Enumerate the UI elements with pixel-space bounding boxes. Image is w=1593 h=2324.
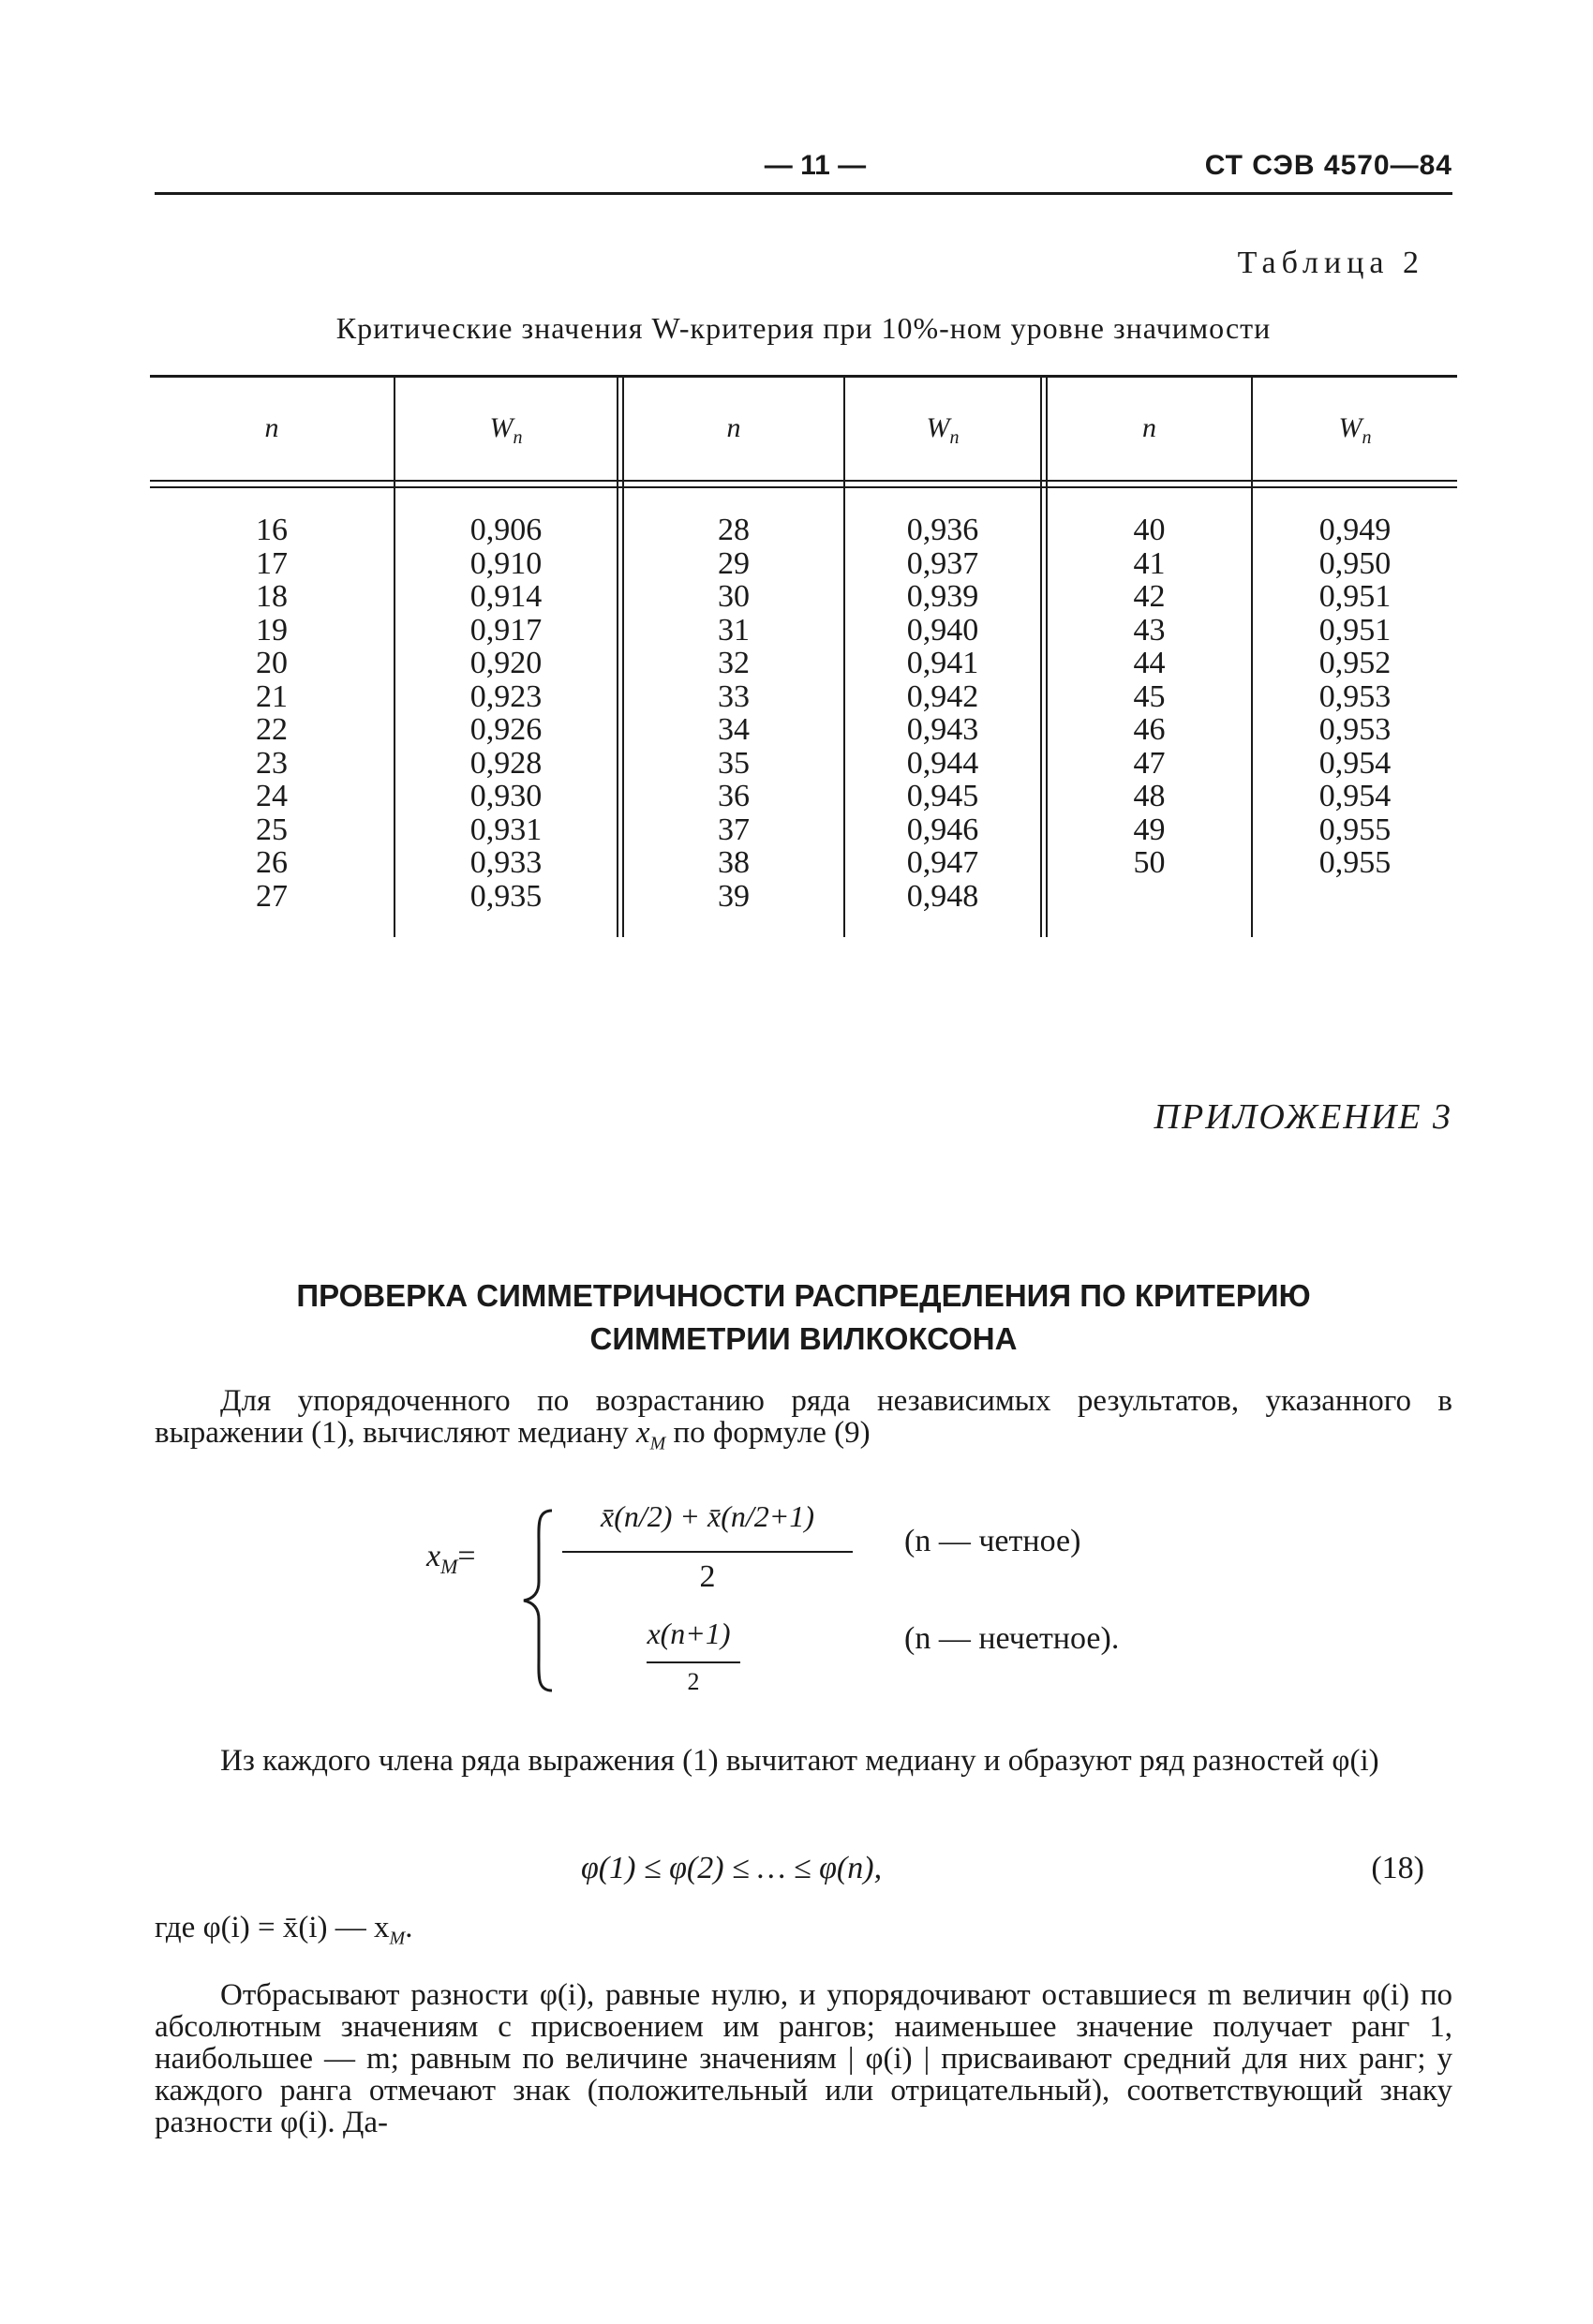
case1-denominator: 2 [699,1559,716,1594]
table-cell: 38 [718,845,750,880]
variable-sub: M [649,1433,666,1454]
table-cell: 23 [256,745,288,781]
case1-condition: (n — четное) [904,1524,1081,1558]
where-clause [155,1912,1452,1955]
table-cell: 0,951 [1318,579,1392,614]
header-wn: $W_n$ [1338,412,1372,448]
table-cell: 18 [256,579,288,614]
column-n-1 [150,514,394,913]
table-cell: 0,951 [1318,612,1392,648]
table-cell: 0,954 [1318,745,1392,781]
table-cell: 49 [1133,812,1166,847]
table-cell: 17 [256,545,288,581]
case2-denominator: 2 [687,1668,700,1695]
equation-number: (18) [1371,1851,1424,1885]
table-cell: 0,906 [469,513,543,547]
table-cell: 50 [1133,845,1166,880]
appendix-label: ПРИЛОЖЕНИЕ 3 [1154,1097,1452,1137]
paragraph-text: . [405,1911,413,1944]
table-cell: 43 [1133,612,1166,648]
table-cell: 36 [718,779,750,813]
table-cell: 0,920 [469,646,543,680]
table-cell: 0,928 [469,745,543,781]
table-cell: 0,931 [469,812,543,847]
standard-code: СТ СЭВ 4570—84 [1204,150,1452,181]
fraction-bar [647,1661,740,1663]
heading-line: ПРОВЕРКА СИММЕТРИЧНОСТИ РАСПРЕДЕЛЕНИЯ ПО КРИТЕРИЮ [296,1278,1311,1313]
header-n: n [1142,412,1156,443]
header-n: n [726,412,741,443]
table-cell: 24 [256,779,288,813]
header-wn: $W_n$ [926,412,960,448]
paragraph-differences [155,1745,1452,1777]
table-cell: 48 [1133,779,1166,813]
table-cell: 32 [718,646,750,680]
paragraph-ranking [155,1979,1452,2138]
paragraph-median [155,1385,1452,1460]
table-cell: 40 [1133,513,1166,547]
paragraph-text: Отбрасывают разности φ(i), равные нулю, и упорядочивают оставшиеся m величин φ(i) по абсолютным значениям с присвоением им рангов; наименьшее значение получает ранг 1, наибольшее — m; равным по величине значениям | φ(i) | присваивают средний для них ранг; у каждого ранга отмечают знак (положительный или отрицательный), соответствующий знаку разности φ(i). Да- [155,1978,1452,2139]
case2-numerator: x(n+1) [647,1616,731,1650]
table-cell: 0,953 [1318,712,1392,747]
table-cell: 22 [256,712,288,747]
case1-numerator: x̄(n/2) + x̄(n/2+1) [601,1499,814,1533]
table-cell: 28 [718,513,750,547]
table-cell: 19 [256,612,288,648]
paragraph-text: Для упорядоченного по возрастанию ряда независимых результатов, указанного в выражении (1), вычисляют медиану [155,1384,1452,1450]
table-header-rule-2 [150,486,1457,488]
header-rule [155,192,1452,195]
table-cell: 0,930 [469,779,543,813]
table-cell: 45 [1133,678,1166,714]
table-cell: 39 [718,878,750,914]
variable: x [635,1416,650,1450]
page-number: — 11 — [764,150,867,181]
formula-18: φ(1) ≤ φ(2) ≤ … ≤ φ(n), [581,1851,883,1885]
table-cell: 0,937 [906,545,979,581]
paragraph-text: по формуле (9) [665,1416,871,1450]
fraction-bar [562,1551,853,1553]
table-cell: 35 [718,745,750,781]
table-cell: 29 [718,545,750,581]
table-cell: 0,955 [1318,845,1392,880]
table-cell: 42 [1133,579,1166,614]
heading-line: СИММЕТРИИ ВИЛКОКСОНА [589,1321,1018,1356]
table-cell: 0,953 [1318,678,1392,714]
table-cell: 0,952 [1318,646,1392,680]
variable-sub: M [389,1928,406,1949]
table-divider [617,375,618,937]
paragraph-text: Из каждого члена ряда выражения (1) вычитают медиану и образуют ряд разностей φ(i) [220,1744,1379,1778]
table-cell: 0,944 [906,745,979,781]
table-cell: 31 [718,612,750,648]
table-cell: 30 [718,579,750,614]
table-cell: 25 [256,812,288,847]
table-cell: 34 [718,712,750,747]
column-n-3 [1048,514,1251,880]
table-cell: 0,946 [906,812,979,847]
table-cell: 0,935 [469,878,543,914]
table-cell: 41 [1133,545,1166,581]
table-cell: 0,917 [469,612,543,648]
table-cell: 0,949 [1318,513,1392,547]
table-cell: 0,955 [1318,812,1392,847]
column-w-3 [1253,514,1457,880]
table-divider [1040,375,1042,937]
table-cell: 0,942 [906,678,979,714]
column-n-2 [624,514,843,913]
table-cell: 0,941 [906,646,979,680]
table-title: Критические значения W-критерия при 10%-ном уровне значимости [335,311,1272,345]
formula-lhs: $x_M=$ [426,1539,476,1578]
table-cell: 0,947 [906,845,979,880]
section-heading [155,1274,1452,1361]
table-cell: 0,954 [1318,779,1392,813]
table-cell: 0,950 [1318,545,1392,581]
table-cell: 44 [1133,646,1166,680]
table-cell: 0,943 [906,712,979,747]
left-brace-icon [520,1507,558,1694]
column-w-2 [845,514,1040,913]
table-cell: 46 [1133,712,1166,747]
table-label: Таблица 2 [1237,246,1424,280]
table-top-rule [150,375,1457,378]
table-cell: 37 [718,812,750,847]
table-cell: 0,914 [469,579,543,614]
table-cell: 33 [718,678,750,714]
case2-condition: (n — нечетное). [904,1621,1120,1656]
table-cell: 0,940 [906,612,979,648]
table-cell: 0,936 [906,513,979,547]
table-header-rule [150,480,1457,482]
table-cell: 0,948 [906,878,979,914]
table-cell: 21 [256,678,288,714]
table-cell: 26 [256,845,288,880]
table-cell: 47 [1133,745,1166,781]
column-w-1 [395,514,617,913]
table-cell: 0,923 [469,678,543,714]
table-cell: 0,910 [469,545,543,581]
header-wn: $W_n$ [489,412,523,448]
critical-values-table [150,375,1457,937]
table-cell: 16 [256,513,288,547]
table-cell: 0,945 [906,779,979,813]
table-cell: 0,926 [469,712,543,747]
header-n: n [264,412,279,443]
table-cell: 0,933 [469,845,543,880]
table-cell: 27 [256,878,288,914]
table-cell: 0,939 [906,579,979,614]
paragraph-text: где φ(i) = x̄(i) — x [155,1911,390,1944]
table-cell: 20 [256,646,288,680]
